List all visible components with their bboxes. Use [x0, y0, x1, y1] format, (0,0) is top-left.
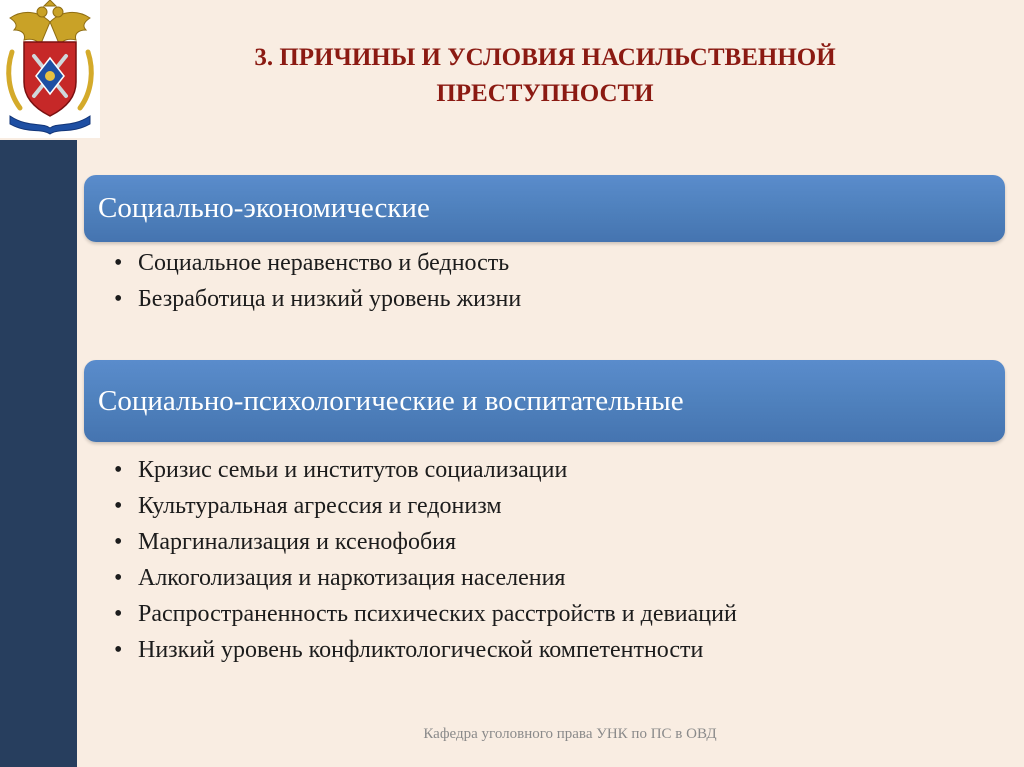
- list-item: • Распространенность психических расстройств и девиаций: [112, 596, 737, 632]
- slide-title: 3. ПРИЧИНЫ И УСЛОВИЯ НАСИЛЬСТВЕННОЙ ПРЕСТУПНОСТИ: [254, 44, 836, 107]
- socio-economic-list: [112, 245, 521, 317]
- list-item: • Социальное неравенство и бедность: [112, 245, 521, 281]
- left-sidebar-bar: [0, 140, 77, 767]
- list-item: • Кризис семьи и институтов социализации: [112, 452, 737, 488]
- list-item: • Безработица и низкий уровень жизни: [112, 281, 521, 317]
- socio-psychological-list: [112, 452, 737, 668]
- list-item: • Алкоголизация и наркотизация населения: [112, 560, 737, 596]
- list-item: • Культуральная агрессия и гедонизм: [112, 488, 737, 524]
- section-header-socio-psychological: Социально-психологические и воспитательные: [84, 360, 1005, 442]
- list-item: • Низкий уровень конфликтологической компетентности: [112, 632, 737, 668]
- emblem-icon: [0, 0, 100, 138]
- section-header-socio-economic: Социально-экономические: [84, 175, 1005, 242]
- footer-department: Кафедра уголовного права УНК по ПС в ОВД: [423, 726, 717, 742]
- logo-box: [0, 0, 100, 138]
- list-item: • Маргинализация и ксенофобия: [112, 524, 737, 560]
